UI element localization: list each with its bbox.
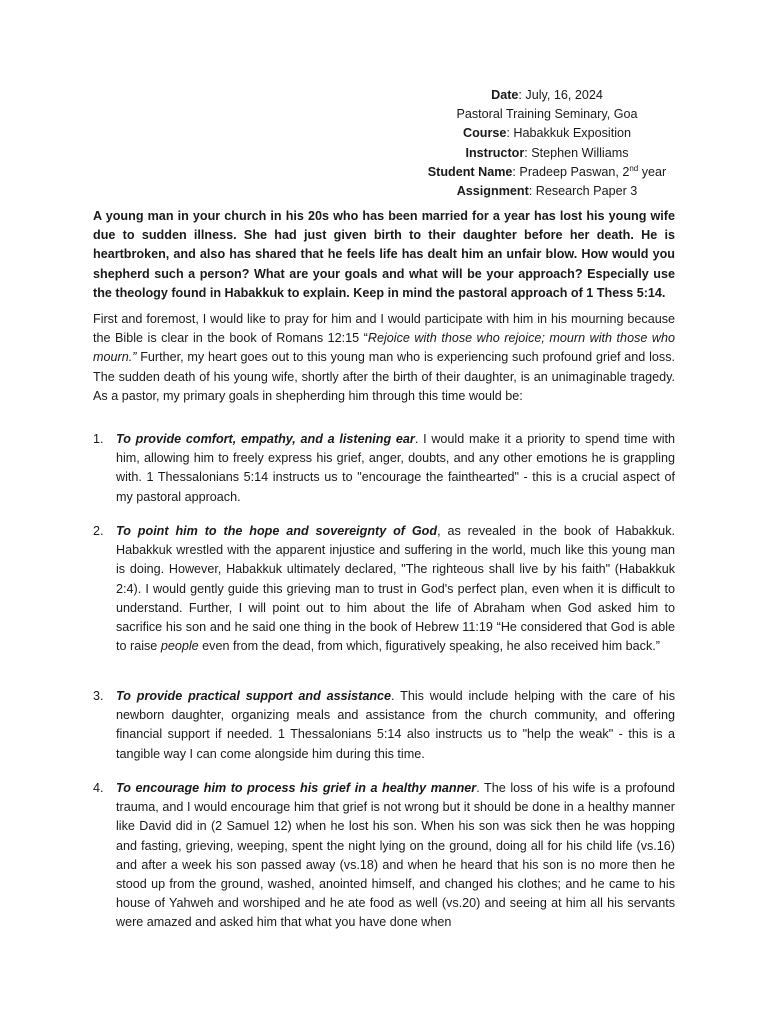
course-line — [404, 124, 690, 143]
list-item-body — [116, 687, 675, 764]
date-label: Date — [491, 88, 519, 102]
romans-quote: Rejoice with those who rejoice; mourn with those who mourn.” — [93, 331, 675, 365]
instructor-line — [404, 144, 690, 163]
list-item-emphasis: people — [160, 639, 199, 654]
list-item-lead: To encourage him to process his grief in a healthy manner — [116, 781, 477, 795]
student-label: Student Name — [427, 164, 513, 179]
assignment-line — [404, 182, 690, 201]
list-item-lead: To provide comfort, empathy, and a listening ear — [116, 432, 415, 446]
list-item-text: , as revealed in the book of Habakkuk. Habakkuk wrestled with the apparent injustice and suffering in the world, much like this young man is doing. However, Habakkuk ultimately declared, "The righteous shall live by his faith" (Habakkuk 2:4). I would gently guide this grieving man to trust in God's perfect plan, even when it is difficult to understand. Further, I will point out to him about the life of Abraham when God asked him to sacrifice his son and he said one thing in the book of Hebrew 11:19 “He considered that God is able to raise — [116, 524, 675, 654]
intro-text: First and foremost, I would like to pray for him and I would participate with him in his mourning because the Bible is clear in the book of Romans 12:15 “ — [93, 312, 675, 346]
student-value: : Pradeep Paswan, 2 — [512, 164, 630, 179]
student-suffix: year — [638, 164, 667, 179]
intro-paragraph — [93, 310, 675, 406]
course-value: : Habakkuk Exposition — [506, 126, 631, 141]
instructor-label: Instructor — [465, 145, 525, 160]
instructor-value: : Stephen Williams — [524, 145, 629, 160]
assignment-label: Assignment — [456, 184, 529, 199]
assignment-prompt: A young man in your church in his 20s who has been married for a year has lost his young wife due to sudden illness. She had just given birth to their daughter before her death. He is heartbroken, and also has shared that he feels life has dealt him an unfair blow. How would you shepherd such a person? What are your goals and what will be your approach? Especially use the theology found in Habakkuk to explain. Keep in mind the pastoral approach of 1 Thess 5:14. — [93, 209, 675, 300]
list-item-body — [116, 430, 675, 507]
assignment-value: : Research Paper 3 — [528, 184, 638, 199]
list-item-text: . I would make it a priority to spend time with him, allowing him to freely express his grief, anger, doubts, and any other emotions he is grappling with. 1 Thessalonians 5:14 instructs us to "encourage the fainthearted" - this is a crucial aspect of my pastoral approach. — [116, 432, 675, 504]
intro-text-continued: Further, my heart goes out to this young man who is experiencing such profound grief and loss. The sudden death of his young wife, shortly after the birth of their daughter, is an unimaginable tragedy. As a pastor, my primary goals in shepherding him through this time would be: — [93, 350, 675, 403]
list-item — [93, 522, 675, 656]
list-item — [93, 430, 675, 507]
list-item-number: 1. — [93, 432, 104, 446]
list-item-text: . This would include helping with the care of his newborn daughter, organizing meals and assistance from the church community, and offering financial support if needed. 1 Thessalonians 5:14 also instructs us to "help the weak" - this is a tangible way I can come alongside him during this time. — [116, 689, 675, 761]
institution-line: Pastoral Training Seminary, Goa — [456, 107, 638, 122]
date-value: : July, 16, 2024 — [518, 88, 603, 102]
list-item-number: 4. — [93, 781, 104, 795]
list-item-body — [116, 522, 675, 656]
student-line — [404, 163, 690, 182]
list-item-lead: To provide practical support and assistance — [116, 689, 392, 703]
list-item-number: 2. — [93, 524, 104, 538]
list-item-text: . The loss of his wife is a profound trauma, and I would encourage him that grief is not wrong but it should be done in a healthy manner like David did in (2 Samuel 12) when he lost his son. When his son was sick then he was hopping and fasting, grieving, weeping, spent the night lying on the ground, doing all for his child life (vs.16) and after a week his son passed away (vs.18) and when he heard that his son is no more then he stood up from the ground, washed, anointed himself, and changed his clothes; and he came to his house of Yahweh and worshiped and he ate food as well (vs.20) and seeing at him all his servants were amazed and asked him that what you have done when — [116, 781, 675, 930]
list-item-number: 3. — [93, 689, 104, 703]
date-line — [404, 86, 690, 105]
document-header — [404, 86, 690, 201]
list-item — [93, 687, 675, 764]
student-ordinal: nd — [629, 163, 639, 173]
list-item-body — [116, 779, 675, 933]
list-item-text-continued: even from the dead, from which, figuratively speaking, he also received him back.” — [198, 639, 660, 654]
list-item-lead: To point him to the hope and sovereignty of God — [116, 524, 438, 538]
list-item — [93, 779, 675, 933]
course-label: Course — [463, 126, 507, 141]
